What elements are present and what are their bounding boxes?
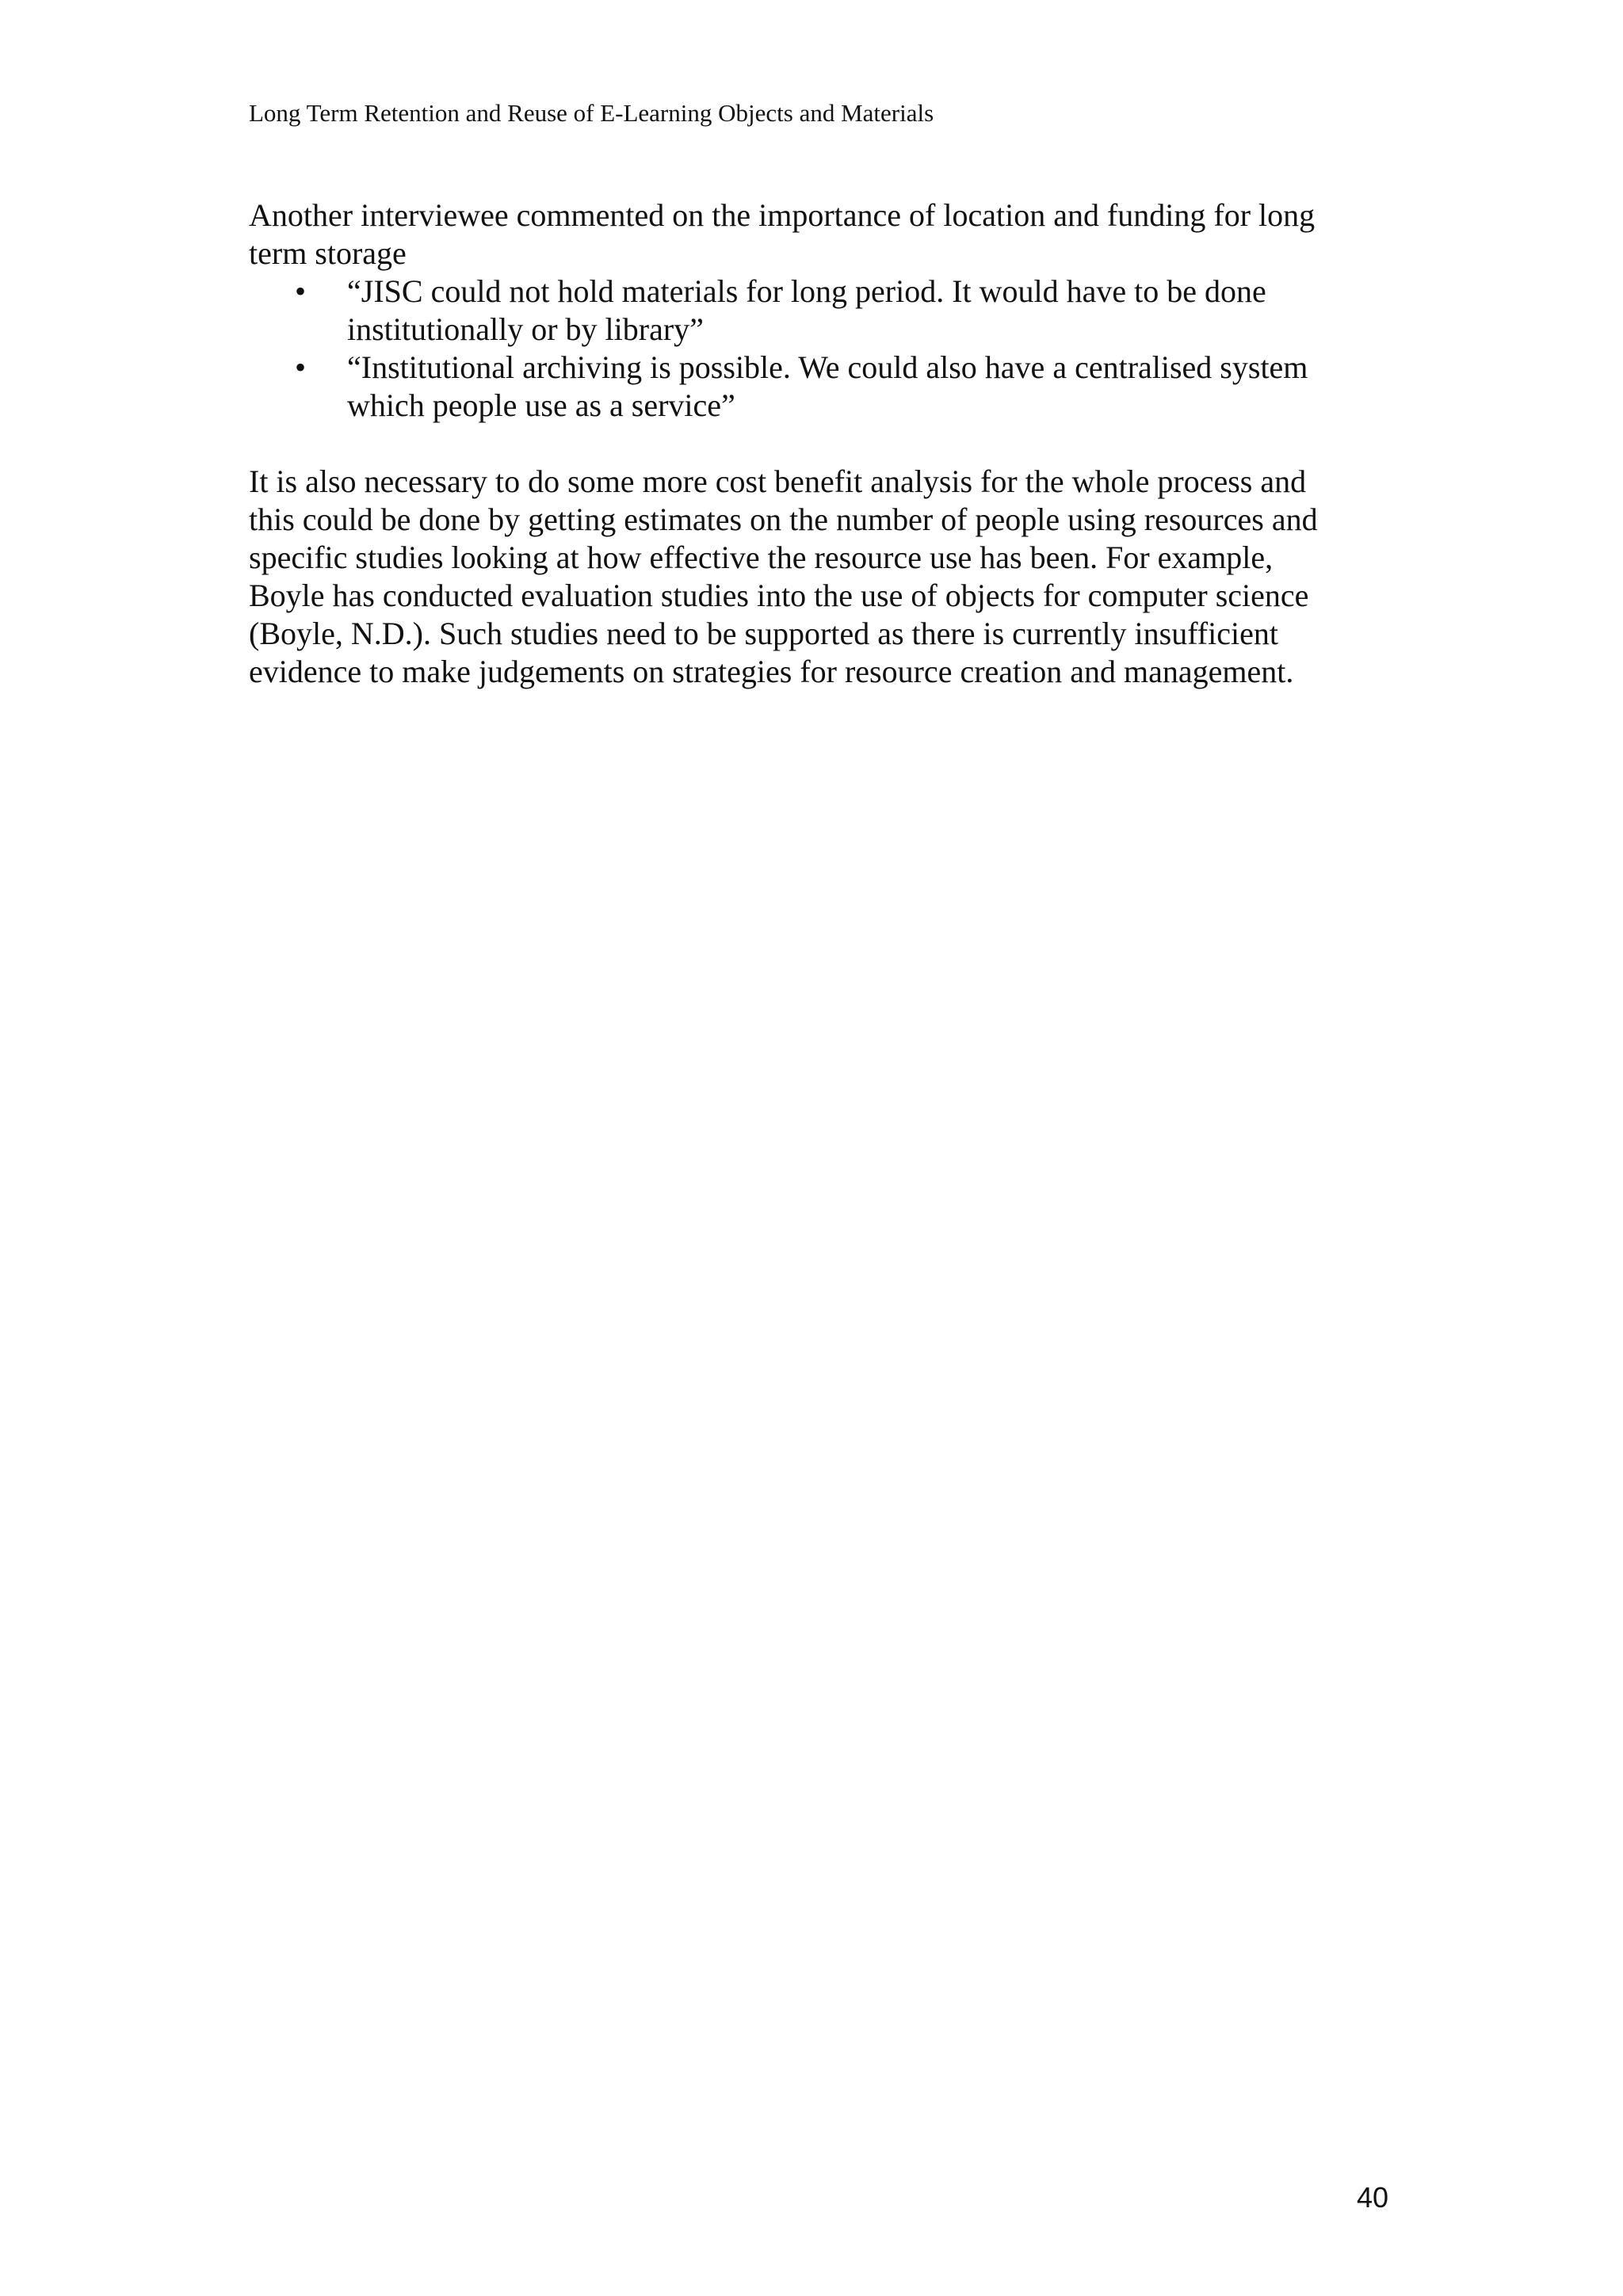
paragraph-line: specific studies looking at how effective the resource use has been. For example, [249, 540, 1274, 575]
quote-list-item [249, 349, 1406, 425]
quote-line: “JISC could not hold materials for long period. It would have to be done [347, 273, 1266, 309]
paragraph-line: evidence to make judgements on strategies for resource creation and management. [249, 654, 1294, 689]
quote-list [249, 273, 1406, 425]
quote-line: which people use as a service” [347, 387, 735, 423]
intro-line: term storage [249, 235, 407, 271]
paragraph-line: (Boyle, N.D.). Such studies need to be supported as there is currently insufficient [249, 616, 1278, 651]
intro-line: Another interviewee commented on the importance of location and funding for long [249, 197, 1316, 233]
quote-line: “Institutional archiving is possible. We could also have a centralised system [347, 349, 1308, 385]
intro-paragraph [249, 196, 1406, 273]
paragraph-line: It is also necessary to do some more cost benefit analysis for the whole process and [249, 463, 1307, 499]
page-number: 40 [1356, 2181, 1388, 2214]
paragraph-line: this could be done by getting estimates on the number of people using resources and [249, 502, 1318, 537]
body-text [249, 196, 1406, 691]
quote-list-item [249, 273, 1406, 349]
quote-line: institutionally or by library” [347, 311, 704, 347]
paragraph-line: Boyle has conducted evaluation studies into the use of objects for computer science [249, 578, 1309, 613]
paragraph-spacer [249, 425, 1406, 463]
analysis-paragraph [249, 463, 1406, 691]
running-header: Long Term Retention and Reuse of E-Learning Objects and Materials [249, 99, 934, 127]
